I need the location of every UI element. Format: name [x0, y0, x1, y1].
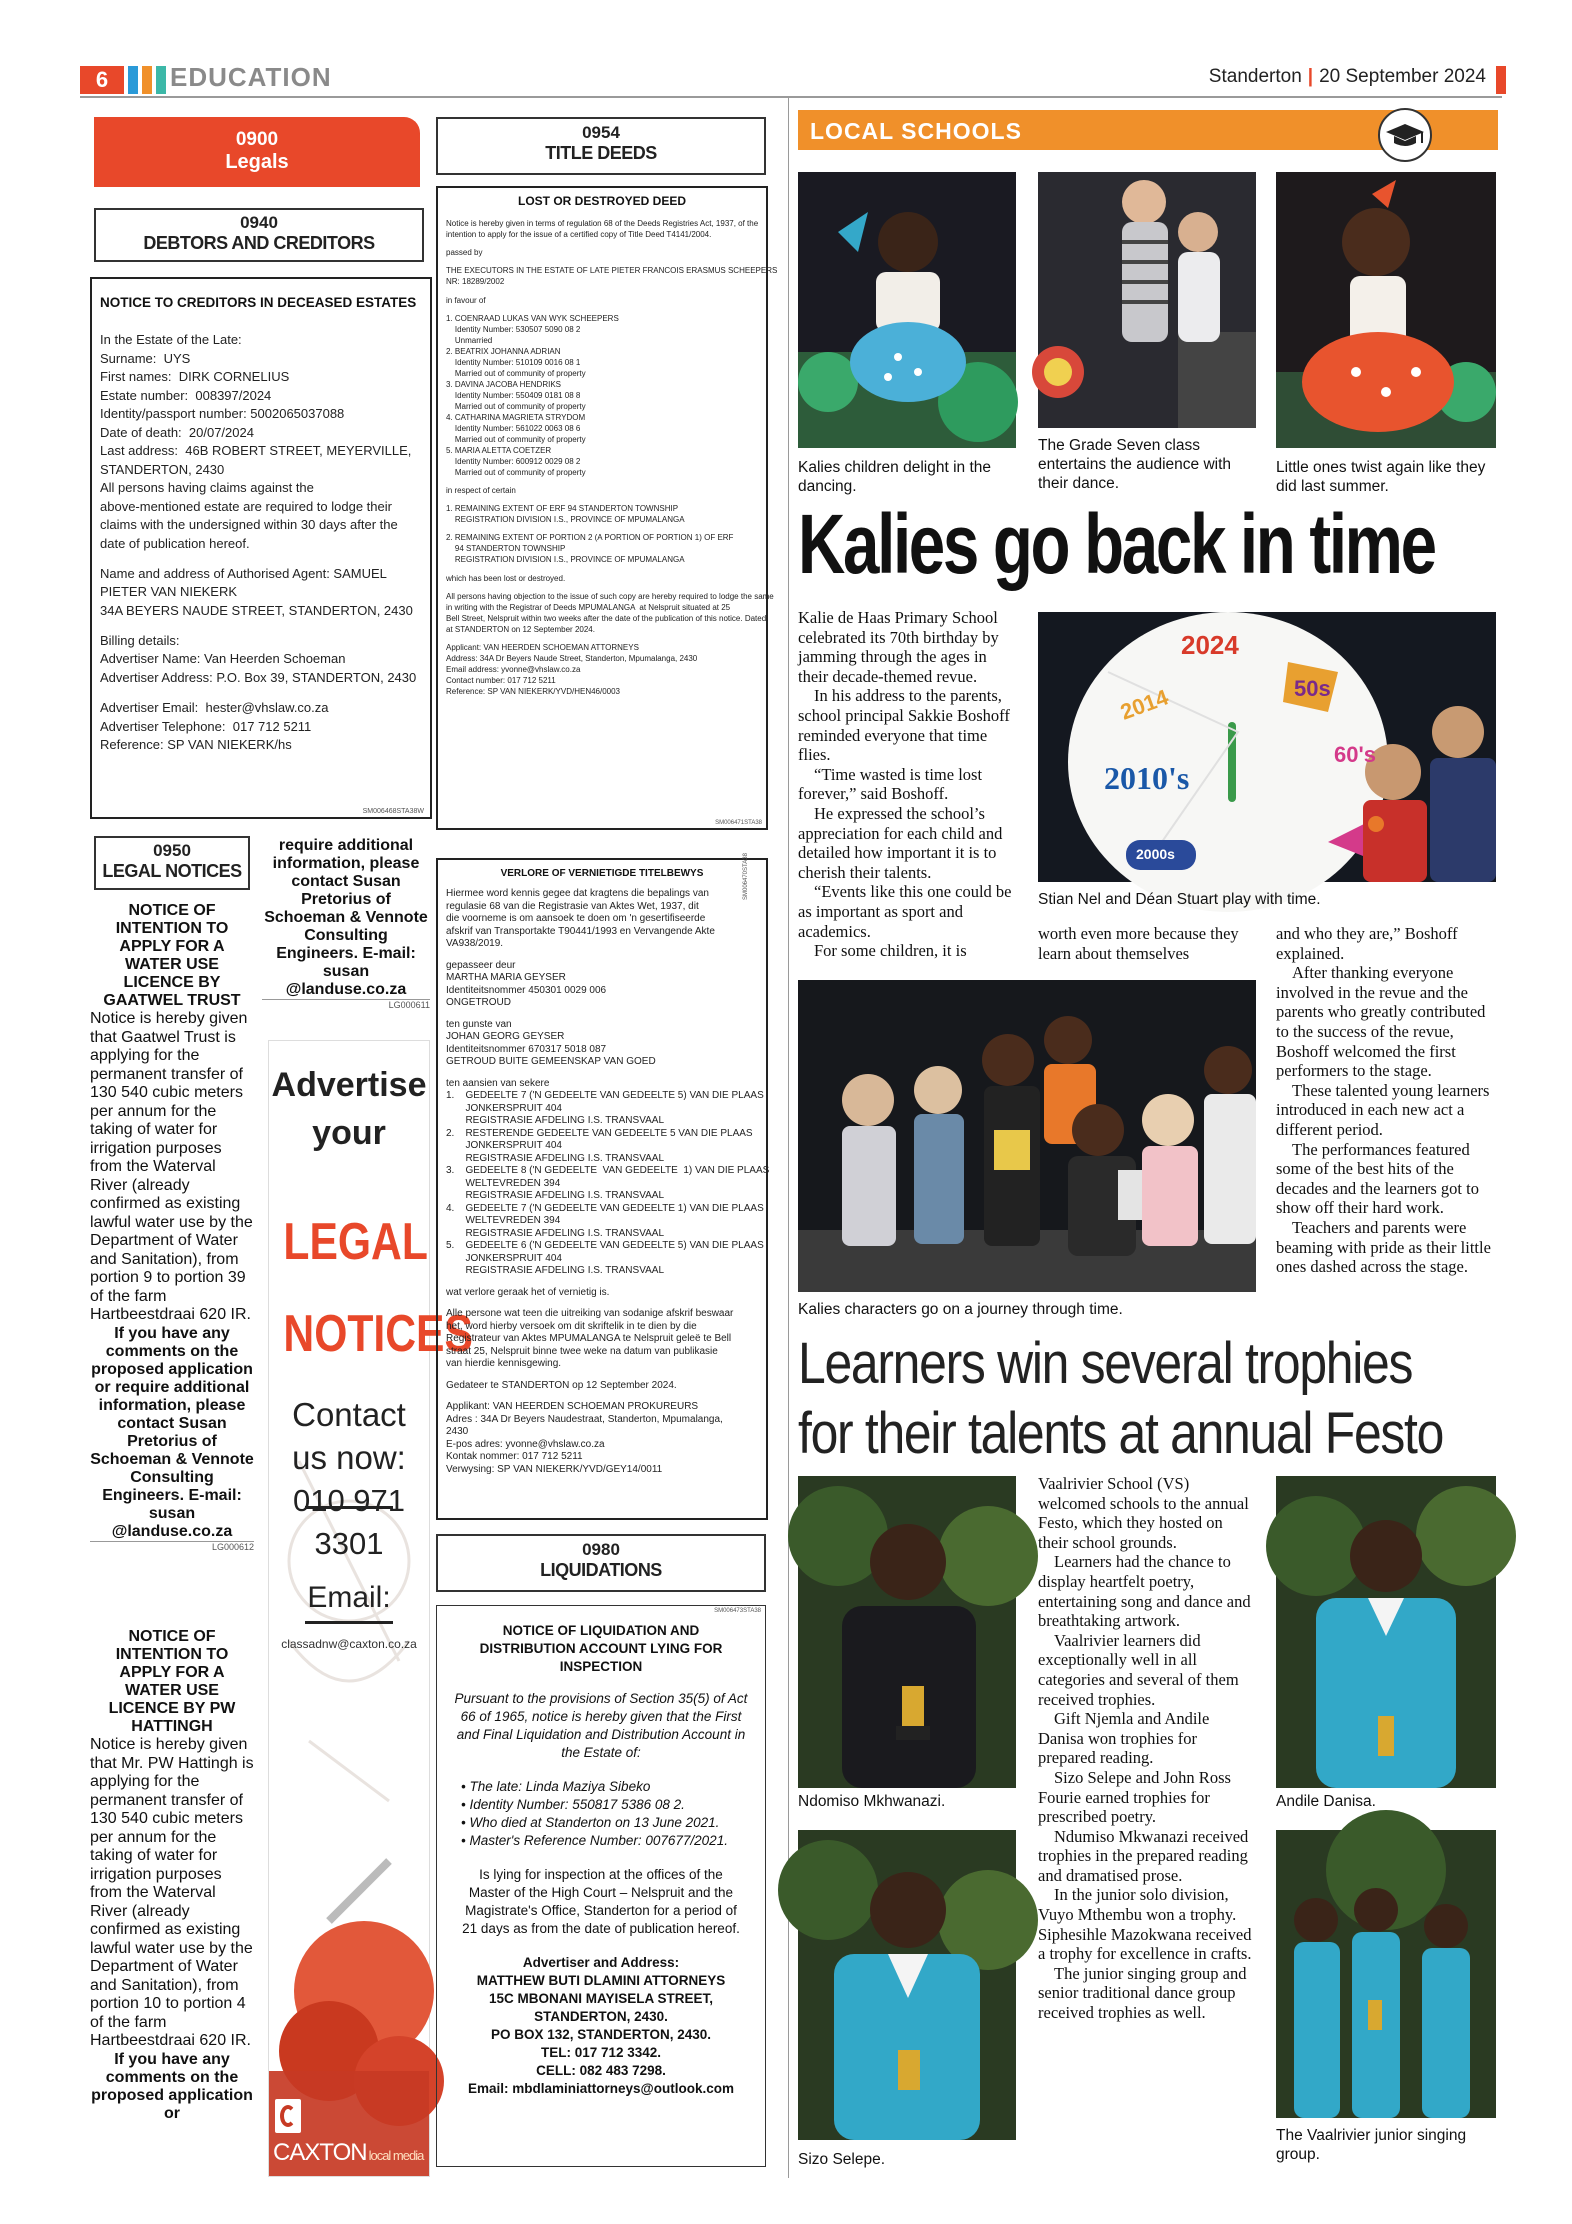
photo-grade-seven [1038, 172, 1256, 428]
ad-line-your: your [312, 1114, 386, 1152]
lost-deed-line [446, 635, 762, 642]
liquidation-notice [436, 1605, 766, 2167]
lost-deed-line: Contact number: 017 712 5211 [446, 675, 556, 685]
lost-deed-line: Identity Number: 550409 0181 08 8 [446, 390, 581, 400]
creditors-notice-line: Identity/passport number: 5002065037088 [100, 406, 345, 421]
lost-deed-line: Address: 34A Dr Beyers Naude Street, Standerton, Mpumalanga, 2430 [446, 653, 698, 663]
lost-deed-line: 94 STANDERTON TOWNSHIP [446, 544, 566, 554]
verlore-line: regulasie 68 van die Registrasie van Aktes Wet, 1937, dit [446, 900, 699, 912]
article2-body [1038, 1474, 1256, 2023]
verlore-line: JONKERSPRUIT 404 [446, 1140, 562, 1151]
section-title: EDUCATION [170, 62, 332, 92]
lost-deed-line: 3. DAVINA JACOBA HENDRIKS [446, 379, 561, 389]
lost-deed-line: Married out of community of property [446, 434, 586, 444]
legals-name: Legals [225, 151, 289, 173]
article1-col3-para: and who they are,” Boshoff explained. [1276, 924, 1458, 963]
continued-notice [262, 837, 430, 1010]
liquidations-category [436, 1534, 766, 1592]
verlore-line: VA938/2019. [446, 938, 504, 949]
verlore-line: JONKERSPRUIT 404 [446, 1102, 562, 1114]
article2-para: Ndumiso Mkwanazi received trophies in the prepared reading and dramatised prose. [1038, 1826, 1249, 1885]
caption-andile: Andile Danisa. [1276, 1793, 1376, 1810]
lost-deed-line: intention to apply for the issue of a certified copy of Title Deed T4141/2004. [446, 230, 712, 239]
local-schools-label: LOCAL SCHOOLS [810, 118, 1022, 144]
clock-label: 2010's [1104, 760, 1190, 796]
water-notice-gaatwel [90, 902, 254, 1552]
liquidation-item: • Identity Number: 550817 5386 08 2. [461, 1797, 685, 1812]
clock-label: 2024 [1181, 630, 1239, 660]
liquidation-address-line: CELL: 082 483 7298. [536, 2063, 666, 2078]
creditors-notice [90, 277, 432, 819]
verlore-line: Gedateer te STANDERTON op 12 September 2024. [446, 1379, 677, 1391]
header-rule [80, 96, 1502, 98]
verlore-line [446, 1299, 758, 1308]
creditors-notice-body [100, 331, 422, 755]
creditors-notice-line: Estate number: 008397/2024 [100, 387, 272, 403]
verlore-line: Registrateur van Aktes MPUMALANGA te Nelspruit geleë te Bell [446, 1333, 732, 1344]
verlore-line: gepasseer deur [446, 959, 516, 971]
ad-phone: 010 971 3301 [292, 1483, 406, 1561]
creditors-notice-line: above-mentioned estate are required to lodge their [100, 498, 392, 514]
lost-deed-line: 1. COENRAAD LUKAS VAN WYK SCHEEPERS [446, 313, 619, 323]
clock-label: 2000s [1136, 846, 1175, 862]
water-notice-gaatwel-ref: LG000612 [90, 1541, 254, 1552]
creditors-notice-title: NOTICE TO CREDITORS IN DECEASED ESTATES [100, 295, 417, 310]
verlore-line: die voorneme is om aansoek te doen om 'n gesertifiseerde [446, 913, 706, 924]
creditors-notice-line: date of publication hereof. [100, 535, 250, 551]
verlore-line: MARTHA MARIA GEYSER [446, 972, 566, 983]
verlore-line [446, 951, 758, 960]
verlore-line: E-pos adres: yvonne@vhslaw.co.za [446, 1438, 605, 1450]
caption-ndomiso: Ndomiso Mkhwanazi. [798, 1793, 946, 1810]
verlore-line: 4. GEDEELTE 7 ('N GEDEELTE VAN GEDEELTE 1) VAN DIE PLAAS [446, 1202, 764, 1214]
verlore-line: 2. RESTERENDE GEDEELTE VAN GEDEELTE 5 VAN DIE PLAAS [446, 1127, 753, 1139]
liquidation-intro: Pursuant to the provisions of Section 35(5) of Act 66 of 1965, notice is hereby given that the First and Final Liquidation and Distribution Account in the Estate of: [454, 1691, 748, 1760]
lost-deed-line [446, 478, 762, 485]
lost-deed-line: in favour of [446, 295, 486, 305]
lost-deed-line: Identity Number: 510109 0016 08 1 [446, 357, 581, 367]
article1-column-3 [1276, 924, 1496, 1277]
lost-deed-line: REGISTRATION DIVISION I.S., PROVINCE OF MPUMALANGA [446, 515, 685, 525]
caption-journey: Kalies characters go on a journey through time. [798, 1301, 1123, 1318]
photo-ndomiso [798, 1476, 1016, 1788]
lost-deed-line: Identity Number: 600912 0029 08 2 [446, 456, 581, 466]
water-notice-hattingh-title: NOTICE OF INTENTION TO APPLY FOR A WATER USE LICENCE BY PW HATTINGH [108, 1628, 236, 1735]
article1-col1-para: “Events like this one could be as important as sport and academics. [798, 882, 1012, 941]
creditors-notice-line: Last address: 46B ROBERT STREET, MEYERVILLE, [100, 443, 412, 458]
debtors-code: 0940 [240, 213, 278, 232]
lost-deed-line: Married out of community of property [446, 467, 586, 477]
lost-deed-line: Married out of community of property [446, 401, 586, 411]
lost-deed-line [446, 525, 762, 532]
verlore-line [446, 1278, 758, 1287]
verlore-line: Identiteitsnommer 670317 5018 087 [446, 1043, 607, 1055]
creditors-notice-line: Billing details: [100, 632, 180, 648]
dateline: Standerton | 20 September 2024 [1208, 66, 1486, 87]
verlore-line: Verwysing: SP VAN NIEKERK/YVD/GEY14/0011 [446, 1463, 663, 1475]
verlore-line: 3. GEDEELTE 8 ('N GEDEELTE VAN GEDEELTE 1) VAN DIE PLAAS [446, 1165, 770, 1176]
ad-contact: Contact [292, 1396, 406, 1433]
title-deeds-name: TITLE DEEDS [545, 143, 657, 163]
lost-deed-line [446, 287, 762, 294]
town-name: Standerton [1208, 66, 1302, 87]
water-notice-hattingh-body: Notice is hereby given that Mr. PW Hattingh is applying for the permanent transfer of 130 540 cubic meters per annum for the taking of water for irrigation purposes from the Waterval River (already confirmed as existing lawful water use by the Department of Water and Sanitation), from portion 10 to portion 4 of the farm Hartbeestdraai 620 IR. [90, 1736, 254, 2049]
verlore-notice [436, 853, 770, 1520]
verlore-line: van hierdie kennisgewing. [446, 1358, 562, 1369]
article1-column-2 [1038, 924, 1256, 963]
verlore-line: straat 25, Nelspruit binne twee weke na datum van publikasie [446, 1345, 718, 1357]
article1-col1-para: Kalie de Haas Primary School celebrated its 70th birthday by jamming through the ages in their decade-themed revue. [798, 608, 999, 686]
liquidation-items [437, 1762, 765, 1850]
lost-deed-line: which has been lost or destroyed. [446, 573, 566, 583]
verlore-line: REGISTRASIE AFDELING I.S. TRANSVAAL [446, 1227, 665, 1239]
lost-deed-line: Unmarried [446, 335, 493, 345]
lost-deed-line: Identity Number: 561022 0063 08 6 [446, 423, 581, 433]
lost-deed-body [446, 218, 778, 697]
liquidation-title: NOTICE OF LIQUIDATION AND DISTRIBUTION ACCOUNT LYING FOR INSPECTION [479, 1623, 723, 1674]
liquidation-item: • Master's Reference Number: 007677/2021. [461, 1833, 728, 1848]
caption-kalies-dancing: Kalies children delight in the dancing. [798, 459, 992, 495]
verlore-body [446, 888, 770, 1476]
lost-deed-line: NR: 18289/2002 [446, 277, 505, 287]
caption-little-ones: Little ones twist again like they did last summer. [1276, 459, 1486, 495]
creditors-notice-line [100, 553, 422, 565]
lost-deed-line: 2. REMAINING EXTENT OF PORTION 2 (A PORTION OF PORTION 1) OF ERF [446, 533, 734, 543]
legals-code: 0900 [235, 129, 279, 150]
verlore-ref: SM006470STA38 [743, 853, 750, 900]
lost-deed-line: Notice is hereby given in terms of regulation 68 of the Deeds Registries Act, 1937, of the [446, 219, 759, 228]
photo-junior-singing-group [1276, 1830, 1496, 2118]
verlore-line [446, 1392, 758, 1401]
lost-deed-line: at STANDERTON on 12 September 2024. [446, 624, 595, 634]
caption-grade-seven: The Grade Seven class entertains the audience with their dance. [1038, 437, 1232, 492]
photo-sizo [798, 1830, 1016, 2140]
legal-notices-category [94, 836, 250, 890]
article2-para: Vaalrivier School (VS) welcomed schools to the annual Festo, which they hosted on their school grounds. [1038, 1474, 1249, 1552]
verlore-line: Hiermee word kennis gegee dat kragtens die bepalings van [446, 888, 709, 899]
header-teal-bar [156, 66, 166, 94]
debtors-name: DEBTORS AND CREDITORS [143, 233, 375, 253]
lost-deed-line: 5. MARIA ALETTA COETZER [446, 445, 552, 455]
article1-column-1 [798, 608, 1016, 961]
liquidation-address-line: STANDERTON, 2430. [534, 2009, 668, 2024]
headline-trophies-line1: Learners win several trophies [798, 1331, 1413, 1396]
lost-deed-ref: SM006471STA38 [715, 820, 762, 826]
article1-col3-para: The performances featured some of the best hits of the decades and the learners got to show off their hard work. [1276, 1139, 1479, 1218]
liquidations-name: LIQUIDATIONS [540, 1560, 662, 1580]
liquidation-address-line: Email: mbdlaminiattorneys@outlook.com [468, 2081, 734, 2096]
lost-deed-line [446, 496, 762, 503]
lost-deed-line: Bell Street, Nelspruit within two weeks after the date of the publication of this notice. Dated [446, 613, 767, 623]
lost-deed-line: in writing with the Registrar of Deeds MPUMALANGA at Nelspruit situated at 25 [446, 602, 731, 612]
creditors-notice-line: Reference: SP VAN NIEKERK/hs [100, 737, 292, 753]
lost-deed-line: All persons having objection to the issue of such copy are hereby required to lodge the same [446, 591, 774, 601]
creditors-notice-line: 34A BEYERS NAUDE STREET, STANDERTON, 2430 [100, 602, 413, 618]
graduation-cap-icon [1378, 108, 1432, 162]
article2-para: Learners had the chance to display heartfelt poetry, entertaining song and dance and breathtaking artwork. [1038, 1552, 1251, 1631]
article1-col3-para: Teachers and parents were beaming with pride as their little ones dashed across the stage. [1276, 1217, 1491, 1277]
liquidation-address-line: MATTHEW BUTI DLAMINI ATTORNEYS [476, 1973, 726, 1988]
lost-deed-line: Email address: yvonne@vhslaw.co.za [446, 664, 581, 674]
liquidation-ref: SM006473STA38 [714, 1608, 761, 1614]
verlore-line: ONGETROUD [446, 997, 511, 1008]
verlore-line: REGISTRASIE AFDELING I.S. TRANSVAAL [446, 1152, 665, 1164]
creditors-notice-line: Surname: UYS [100, 350, 191, 366]
caxton-brand: CAXTON [273, 2139, 367, 2166]
caxton-logo-icon [275, 2099, 301, 2133]
creditors-notice-line: Advertiser Email: hester@vhslaw.co.za [100, 700, 329, 716]
water-notice-gaatwel-body: Notice is hereby given that Gaatwel Trust is applying for the permanent transfer of 130 540 cubic meters per annum for the taking of water for irrigation purposes from the Waterval River (already confirmed as existing lawful water use by the Department of Water and Sanitation), from portion 9 to portion 39 of the farm Hartbeestdraai 620 IR. [90, 1010, 253, 1323]
legal-notices-name: LEGAL NOTICES [102, 861, 242, 881]
clock-label: 50s [1294, 676, 1331, 701]
header-blue-bar [128, 66, 138, 94]
legals-category [94, 117, 420, 187]
debtors-category [94, 208, 424, 262]
creditors-notice-line: Advertiser Telephone: 017 712 5211 [100, 718, 312, 734]
article1-col3-para: After thanking everyone involved in the revue and the parents who greatly contributed to the success of the revue, Boshoff welcomed the first performers to the stage. [1276, 963, 1486, 1081]
ad-line-advertise: Advertise [271, 1066, 427, 1104]
verlore-line: Identiteitsnommer 450301 0029 006 [446, 984, 607, 996]
creditors-notice-line: Advertiser Name: Van Heerden Schoeman [100, 651, 346, 667]
verlore-line: afskrif van Transportakte T90441/1993 en Vervangende Akte [446, 925, 715, 937]
title-deeds-category [436, 117, 766, 175]
verlore-line [446, 1010, 758, 1019]
liquidation-address-line: 15C MBONANI MAYISELA STREET, [488, 1991, 714, 2006]
creditors-notice-line: In the Estate of the Late: [100, 332, 242, 347]
verlore-line: 2430 [446, 1426, 469, 1437]
verlore-line: Alle persone wat teen die uitreiking van sodanige afskrif beswaar [446, 1308, 734, 1319]
article2-para: The junior singing group and senior traditional dance group received trophies as well. [1038, 1963, 1247, 2023]
verlore-title: VERLORE OF VERNIETIGDE TITELBEWYS [500, 868, 704, 879]
article2-para: Vaalrivier learners did exceptionally well in all categories and several of them received trophies. [1038, 1630, 1239, 1709]
water-notice-gaatwel-closing: If you have any comments on the proposed application or require additional information, please contact Susan Pretorius of Schoeman & Vennote Consulting Engineers. E-mail: susan @landuse.co.za [90, 1324, 254, 1540]
verlore-line [446, 1069, 758, 1078]
water-notice-hattingh [90, 1628, 254, 2123]
lost-deed-line [446, 306, 762, 313]
ad-email-label: Email: [307, 1581, 391, 1614]
water-notice-gaatwel-title: NOTICE OF INTENTION TO APPLY FOR A WATER USE LICENCE BY GAATWEL TRUST [103, 902, 241, 1009]
continued-notice-text: require additional information, please contact Susan Pretorius of Schoeman & Vennote Consulting Engineers. E-mail: susan @landuse.co.za [264, 837, 428, 998]
article2-para: Sizo Selepe and John Ross Fourie earned trophies for prescribed poetry. [1038, 1767, 1231, 1827]
verlore-line: WELTEVREDEN 394 [446, 1177, 561, 1189]
lost-deed-line: 2. BEATRIX JOHANNA ADRIAN [446, 346, 561, 356]
lost-deed-line: THE EXECUTORS IN THE ESTATE OF LATE PIETER FRANCOIS ERASMUS SCHEEPERS [446, 266, 778, 276]
verlore-line: JONKERSPRUIT 404 [446, 1252, 562, 1264]
lost-deed-line: Reference: SP VAN NIEKERK/YVD/HEN46/0003 [446, 686, 621, 696]
verlore-line: wat verlore geraak het of vernietig is. [446, 1286, 610, 1298]
creditors-notice-line [100, 687, 422, 699]
liquidations-code: 0980 [582, 1540, 620, 1559]
verlore-line: ten gunste van [446, 1018, 512, 1030]
creditors-notice-line: PIETER VAN NIEKERK [100, 584, 238, 600]
verlore-line: 1. GEDEELTE 7 ('N GEDEELTE VAN GEDEELTE 5) VAN DIE PLAAS [446, 1090, 764, 1101]
continued-notice-ref: LG000611 [262, 999, 430, 1010]
lost-deed-line [446, 258, 762, 265]
article1-col1-para: He expressed the school’s appreciation for each child and detailed how important it is to cherish their talents. [798, 803, 1003, 882]
verlore-line [446, 1371, 758, 1380]
article1-col1-para: “Time wasted is time lost forever,” said Boshoff. [798, 764, 983, 804]
header-red-bar [1496, 66, 1506, 94]
verlore-line: Adres : 34A Dr Beyers Naudestraat, Standerton, Mpumalanga, [446, 1413, 723, 1425]
headline-kalies: Kalies go back in time [798, 497, 1435, 591]
article2-para: In the junior solo division, Vuyo Mthembu won a trophy. Siphesihle Mazokwana received a trophy for excellence in crafts. [1038, 1885, 1252, 1964]
clock-label: 2014 [1117, 684, 1172, 725]
photo-kalies-dancing [798, 172, 1016, 448]
lost-deed-line: passed by [446, 248, 483, 258]
verlore-line: Applikant: VAN HEERDEN SCHOEMAN PROKUREURS [446, 1401, 699, 1412]
headline-trophies-line2: for their talents at annual Festo [798, 1401, 1444, 1466]
lost-deed-line: Identity Number: 530507 5090 08 2 [446, 324, 581, 334]
lost-deed-line: Applicant: VAN HEERDEN SCHOEMAN ATTORNEYS [446, 642, 639, 652]
legal-notices-code: 0950 [153, 841, 191, 860]
liquidation-address-line: Advertiser and Address: [522, 1955, 680, 1970]
creditors-notice-ref: SM006468STA38W [362, 808, 424, 815]
ad-line-notices: NOTICES [283, 1305, 473, 1363]
ad-line-legal: LEGAL [283, 1213, 428, 1271]
lost-deed-notice [436, 186, 778, 830]
caxton-brand-sub: local media [368, 2148, 424, 2163]
liquidation-item: • The late: Linda Maziya Sibeko [461, 1779, 651, 1794]
water-notice-hattingh-closing: If you have any comments on the proposed application or [91, 2050, 253, 2122]
article2-para: Gift Njemla and Andile Danisa won trophies for prepared reading. [1038, 1709, 1210, 1768]
creditors-notice-line: Date of death: 20/07/2024 [100, 424, 254, 440]
ad-email: classadnw@caxton.co.za [281, 1637, 417, 1651]
verlore-line: REGISTRASIE AFDELING I.S. TRANSVAAL [446, 1190, 665, 1201]
lost-deed-line [446, 584, 762, 591]
verlore-line: Kontak nommer: 017 712 5211 [446, 1451, 583, 1462]
creditors-notice-line: All persons having claims against the [100, 480, 314, 495]
issue-date: 20 September 2024 [1319, 66, 1486, 87]
photo-andile [1276, 1476, 1496, 1788]
article1-col1-para: For some children, it is [814, 941, 967, 961]
creditors-notice-line: Advertiser Address: P.O. Box 39, STANDERTON, 2430 [100, 669, 417, 685]
page-number: 6 [80, 66, 124, 94]
verlore-line: GETROUD BUITE GEMEENSKAP VAN GOED [446, 1056, 656, 1067]
photo-play-with-time [1038, 612, 1496, 882]
photo-little-ones-twist [1276, 172, 1496, 448]
article1-col3-para: These talented young learners introduced in each new act a different period. [1276, 1080, 1490, 1139]
title-deeds-code: 0954 [582, 123, 620, 142]
liquidation-address-line: PO BOX 132, STANDERTON, 2430. [490, 2027, 712, 2042]
lost-deed-line: REGISTRATION DIVISION I.S., PROVINCE OF MPUMALANGA [446, 555, 685, 565]
article1-col2-para: worth even more because they learn about themselves [1038, 924, 1239, 963]
verlore-line: REGISTRASIE AFDELING I.S. TRANSVAAL [446, 1265, 665, 1276]
liquidation-inspection: Is lying for inspection at the offices of the Master of the High Court – Nelspruit and the Magistrate's Office, Standerton for a period of 21 days as from the date of publication hereof. [462, 1867, 740, 1936]
liquidation-address [437, 1938, 765, 2098]
creditors-notice-line [100, 620, 422, 632]
ad-us-now: us now: [292, 1439, 406, 1476]
liquidation-address-line: TEL: 017 712 3342. [540, 2045, 662, 2060]
verlore-line: het, word hierby versoek om dit skriftelik in te dien by die [446, 1320, 697, 1332]
clock-label: 60's [1334, 742, 1376, 767]
photo-journey-through-time [798, 980, 1256, 1292]
lost-deed-line: in respect of certain [446, 485, 516, 495]
lost-deed-title: LOST OR DESTROYED DEED [517, 194, 687, 208]
lost-deed-line: 1. REMAINING EXTENT OF ERF 94 STANDERTON TOWNSHIP [446, 504, 679, 514]
verlore-line: JOHAN GEORG GEYSER [446, 1031, 565, 1042]
verlore-line: ten aansien van sekere [446, 1077, 550, 1089]
verlore-line: 5. GEDEELTE 6 ('N GEDEELTE VAN GEDEELTE 5) VAN DIE PLAAS [446, 1240, 764, 1251]
liquidation-item: • Who died at Standerton on 13 June 2021. [461, 1815, 720, 1830]
verlore-line: REGISTRASIE AFDELING I.S. TRANSVAAL [446, 1115, 665, 1126]
lost-deed-line: Married out of community of property [446, 368, 586, 378]
caption-sizo: Sizo Selepe. [798, 2151, 886, 2168]
caption-play-with-time: Stian Nel and Déan Stuart play with time. [1038, 891, 1321, 908]
caption-junior-singing: The Vaalrivier junior singing group. [1276, 2127, 1467, 2163]
verlore-line: WELTEVREDEN 394 [446, 1215, 561, 1226]
creditors-notice-line: claims with the undersigned within 30 days after the [100, 517, 398, 532]
lost-deed-line [446, 565, 762, 572]
creditors-notice-line: First names: DIRK CORNELIUS [100, 369, 290, 384]
lost-deed-line: 4. CATHARINA MAGRIETA STRYDOM [446, 412, 586, 422]
creditors-notice-line: Name and address of Authorised Agent: SAMUEL [100, 565, 387, 581]
header-orange-bar [142, 66, 152, 94]
lost-deed-line [446, 240, 762, 247]
article1-col1-para: In his address to the parents, school principal Sakkie Boshoff reminded everyone that time flies. [798, 686, 1010, 765]
creditors-notice-line: STANDERTON, 2430 [100, 461, 225, 477]
